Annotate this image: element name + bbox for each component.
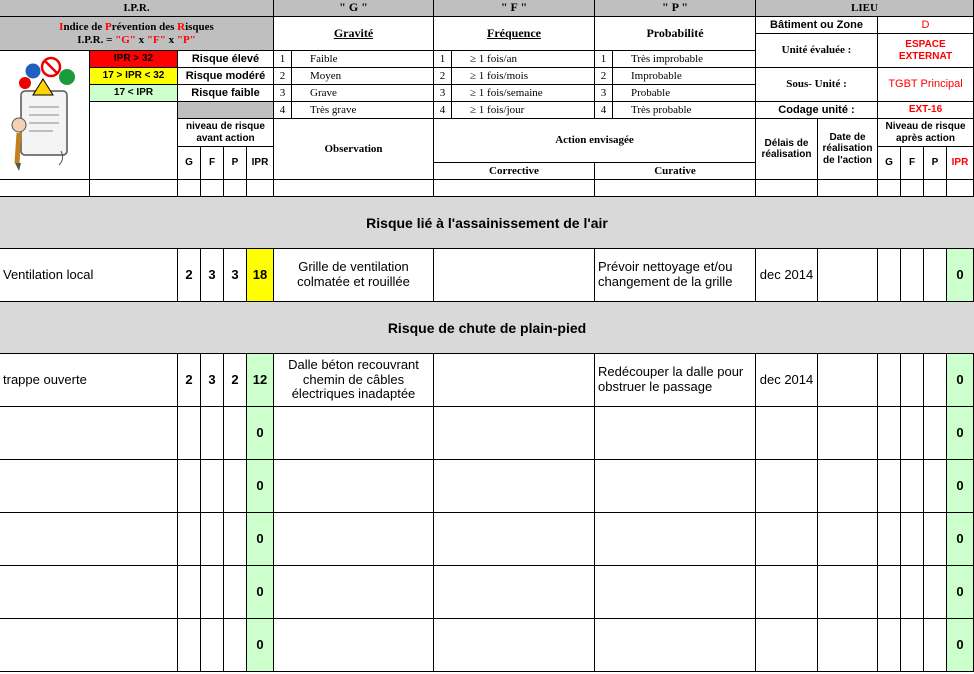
corrective-cell[interactable] bbox=[434, 249, 595, 302]
p-value[interactable]: 2 bbox=[224, 354, 247, 407]
delais-cell[interactable] bbox=[756, 619, 818, 672]
risk-name[interactable] bbox=[0, 513, 178, 566]
legend-range-low[interactable]: 17 < IPR bbox=[90, 85, 178, 102]
delais-cell[interactable] bbox=[756, 407, 818, 460]
f-value[interactable] bbox=[201, 460, 224, 513]
curative-cell[interactable] bbox=[595, 513, 756, 566]
spacer-cell[interactable] bbox=[201, 180, 224, 197]
g-quote[interactable]: " G " bbox=[274, 0, 434, 17]
corrective-cell[interactable] bbox=[434, 566, 595, 619]
p-scale-label[interactable]: Probable bbox=[613, 85, 756, 102]
g-after-cell[interactable] bbox=[878, 566, 901, 619]
ipr-value[interactable]: 0 bbox=[247, 566, 274, 619]
spacer-cell[interactable] bbox=[756, 180, 818, 197]
empty-cell[interactable] bbox=[178, 102, 274, 119]
safety-illustration-icon bbox=[3, 53, 87, 177]
curative-cell[interactable]: Redécouper la dalle pour obstruer le passage bbox=[595, 354, 756, 407]
f-quote[interactable]: " F " bbox=[434, 0, 595, 17]
curative-header[interactable]: Curative bbox=[595, 163, 756, 180]
ipr-value[interactable]: 18 bbox=[247, 249, 274, 302]
spacer-cell[interactable] bbox=[818, 180, 878, 197]
p-value[interactable] bbox=[224, 460, 247, 513]
delais-cell[interactable] bbox=[756, 513, 818, 566]
spacer-cell[interactable] bbox=[947, 180, 974, 197]
date-cell[interactable] bbox=[818, 513, 878, 566]
p-value[interactable] bbox=[224, 513, 247, 566]
p-scale-label[interactable]: Très improbable bbox=[613, 51, 756, 68]
date-cell[interactable] bbox=[818, 619, 878, 672]
corrective-cell[interactable] bbox=[434, 619, 595, 672]
f-after-cell[interactable] bbox=[901, 354, 924, 407]
corrective-header[interactable]: Corrective bbox=[434, 163, 595, 180]
batiment-label[interactable]: Bâtiment ou Zone bbox=[756, 17, 878, 34]
observation-cell[interactable]: Dalle béton recouvrant chemin de câbles électriques inadaptée bbox=[274, 354, 434, 407]
empty-cell[interactable] bbox=[90, 102, 178, 180]
g-value[interactable] bbox=[178, 566, 201, 619]
corrective-cell[interactable] bbox=[434, 354, 595, 407]
g-scale-label[interactable]: Faible bbox=[292, 51, 434, 68]
p-scale-num[interactable]: 2 bbox=[595, 68, 613, 85]
g-title[interactable]: Gravité bbox=[274, 17, 434, 51]
p-scale-num[interactable]: 3 bbox=[595, 85, 613, 102]
delais-cell[interactable]: dec 2014 bbox=[756, 249, 818, 302]
p-after-cell[interactable] bbox=[924, 249, 947, 302]
safety-logo bbox=[0, 51, 90, 180]
lieu-title[interactable]: LIEU bbox=[756, 0, 974, 17]
f-value[interactable] bbox=[201, 407, 224, 460]
g-value[interactable] bbox=[178, 619, 201, 672]
f-title[interactable]: Fréquence bbox=[434, 17, 595, 51]
p-value[interactable] bbox=[224, 566, 247, 619]
spacer-cell[interactable] bbox=[274, 180, 434, 197]
risk-name[interactable] bbox=[0, 619, 178, 672]
ipr-title[interactable]: I.P.R. bbox=[0, 0, 274, 17]
curative-cell[interactable] bbox=[595, 619, 756, 672]
g-after-cell[interactable] bbox=[878, 407, 901, 460]
observation-cell[interactable] bbox=[274, 460, 434, 513]
g-scale-label[interactable]: Très grave bbox=[292, 102, 434, 119]
f-scale-label[interactable]: ≥ 1 fois/jour bbox=[452, 102, 595, 119]
f-scale-num[interactable]: 3 bbox=[434, 85, 452, 102]
ipr-value[interactable]: 0 bbox=[247, 619, 274, 672]
niveau-avant-header[interactable]: niveau de risque avant action bbox=[178, 119, 274, 147]
spacer-cell[interactable] bbox=[224, 180, 247, 197]
ipr-after-value[interactable]: 0 bbox=[947, 249, 974, 302]
g-scale-num[interactable]: 3 bbox=[274, 85, 292, 102]
section-header[interactable]: Risque lié à l'assainissement de l'air bbox=[0, 197, 974, 249]
f-scale-label[interactable]: ≥ 1 fois/mois bbox=[452, 68, 595, 85]
observation-cell[interactable] bbox=[274, 566, 434, 619]
batiment-value[interactable]: D bbox=[878, 17, 974, 34]
spacer-cell[interactable] bbox=[247, 180, 274, 197]
col-p-after-header[interactable]: P bbox=[924, 147, 947, 180]
ipr-after-value[interactable]: 0 bbox=[947, 354, 974, 407]
g-scale-label[interactable]: Grave bbox=[292, 85, 434, 102]
g-value[interactable]: 2 bbox=[178, 354, 201, 407]
p-after-cell[interactable] bbox=[924, 513, 947, 566]
date-cell[interactable] bbox=[818, 354, 878, 407]
ipr-formula: I.P.R. = "G" x "F" x "P" bbox=[77, 33, 196, 46]
ipr-definition[interactable] bbox=[0, 17, 274, 51]
g-scale-num[interactable]: 1 bbox=[274, 51, 292, 68]
col-g-after-header[interactable]: G bbox=[878, 147, 901, 180]
ipr-fullname: Indice de Prévention des Risques bbox=[59, 20, 214, 33]
col-ipr-header[interactable]: IPR bbox=[247, 147, 274, 180]
p-value[interactable] bbox=[224, 407, 247, 460]
spacer-cell[interactable] bbox=[434, 180, 595, 197]
ipr-after-value[interactable]: 0 bbox=[947, 460, 974, 513]
g-scale-num[interactable]: 4 bbox=[274, 102, 292, 119]
g-scale-num[interactable]: 2 bbox=[274, 68, 292, 85]
observation-cell[interactable] bbox=[274, 619, 434, 672]
f-value[interactable]: 3 bbox=[201, 249, 224, 302]
date-cell[interactable] bbox=[818, 566, 878, 619]
g-after-cell[interactable] bbox=[878, 249, 901, 302]
ipr-value[interactable]: 12 bbox=[247, 354, 274, 407]
ipr-after-value[interactable]: 0 bbox=[947, 619, 974, 672]
f-after-cell[interactable] bbox=[901, 407, 924, 460]
f-after-cell[interactable] bbox=[901, 513, 924, 566]
p-scale-label[interactable]: Très probable bbox=[613, 102, 756, 119]
unite-value[interactable]: ESPACE EXTERNAT bbox=[878, 34, 974, 68]
observation-cell[interactable] bbox=[274, 407, 434, 460]
g-after-cell[interactable] bbox=[878, 619, 901, 672]
f-scale-num[interactable]: 2 bbox=[434, 68, 452, 85]
sous-unite-label[interactable]: Sous- Unité : bbox=[756, 68, 878, 102]
delais-cell[interactable]: dec 2014 bbox=[756, 354, 818, 407]
f-after-cell[interactable] bbox=[901, 619, 924, 672]
f-value[interactable] bbox=[201, 566, 224, 619]
g-after-cell[interactable] bbox=[878, 354, 901, 407]
curative-cell[interactable]: Prévoir nettoyage et/ou changement de la grille bbox=[595, 249, 756, 302]
f-value[interactable] bbox=[201, 619, 224, 672]
g-value[interactable] bbox=[178, 460, 201, 513]
codage-value[interactable]: EXT-16 bbox=[878, 102, 974, 119]
legend-range-high[interactable]: IPR > 32 bbox=[90, 51, 178, 68]
p-quote[interactable]: " P " bbox=[595, 0, 756, 17]
g-after-cell[interactable] bbox=[878, 513, 901, 566]
corrective-cell[interactable] bbox=[434, 407, 595, 460]
spacer-cell[interactable] bbox=[90, 180, 178, 197]
f-after-cell[interactable] bbox=[901, 460, 924, 513]
ipr-after-value[interactable]: 0 bbox=[947, 566, 974, 619]
curative-cell[interactable] bbox=[595, 460, 756, 513]
col-p-header[interactable]: P bbox=[224, 147, 247, 180]
spacer-cell[interactable] bbox=[0, 180, 90, 197]
p-value[interactable] bbox=[224, 619, 247, 672]
g-value[interactable]: 2 bbox=[178, 249, 201, 302]
niveau-apres-header[interactable]: Niveau de risque après action bbox=[878, 119, 974, 147]
date-header[interactable]: Date de réalisation de l'action bbox=[818, 119, 878, 180]
action-header[interactable]: Action envisagée bbox=[434, 119, 756, 163]
legend-label-medium[interactable]: Risque modéré bbox=[178, 68, 274, 85]
col-g-header[interactable]: G bbox=[178, 147, 201, 180]
date-cell[interactable] bbox=[818, 249, 878, 302]
p-after-cell[interactable] bbox=[924, 407, 947, 460]
g-after-cell[interactable] bbox=[878, 460, 901, 513]
codage-label[interactable]: Codage unité : bbox=[756, 102, 878, 119]
spacer-cell[interactable] bbox=[901, 180, 924, 197]
ipr-value[interactable]: 0 bbox=[247, 513, 274, 566]
ipr-value[interactable]: 0 bbox=[247, 460, 274, 513]
p-after-cell[interactable] bbox=[924, 460, 947, 513]
ipr-after-value[interactable]: 0 bbox=[947, 407, 974, 460]
g-value[interactable] bbox=[178, 513, 201, 566]
g-value[interactable] bbox=[178, 407, 201, 460]
legend-label-high[interactable]: Risque élevé bbox=[178, 51, 274, 68]
delais-cell[interactable] bbox=[756, 566, 818, 619]
risk-name[interactable] bbox=[0, 407, 178, 460]
legend-range-medium[interactable]: 17 > IPR < 32 bbox=[90, 68, 178, 85]
f-scale-num[interactable]: 1 bbox=[434, 51, 452, 68]
p-scale-label[interactable]: Improbable bbox=[613, 68, 756, 85]
risk-name[interactable] bbox=[0, 566, 178, 619]
ipr-after-value[interactable]: 0 bbox=[947, 513, 974, 566]
p-value[interactable]: 3 bbox=[224, 249, 247, 302]
risk-name[interactable] bbox=[0, 460, 178, 513]
observation-cell[interactable] bbox=[274, 513, 434, 566]
date-cell[interactable] bbox=[818, 460, 878, 513]
sous-unite-value[interactable]: TGBT Principal bbox=[878, 68, 974, 102]
f-scale-label[interactable]: ≥ 1 fois/an bbox=[452, 51, 595, 68]
curative-cell[interactable] bbox=[595, 566, 756, 619]
g-scale-label[interactable]: Moyen bbox=[292, 68, 434, 85]
p-scale-num[interactable]: 1 bbox=[595, 51, 613, 68]
spacer-cell[interactable] bbox=[924, 180, 947, 197]
f-scale-num[interactable]: 4 bbox=[434, 102, 452, 119]
curative-cell[interactable] bbox=[595, 407, 756, 460]
p-title[interactable]: Probabilité bbox=[595, 17, 756, 51]
unite-label[interactable]: Unité évaluée : bbox=[756, 34, 878, 68]
risk-name[interactable]: Ventilation local bbox=[0, 249, 178, 302]
spacer-cell[interactable] bbox=[878, 180, 901, 197]
col-f-header[interactable]: F bbox=[201, 147, 224, 180]
section-header[interactable]: Risque de chute de plain-pied bbox=[0, 302, 974, 354]
corrective-cell[interactable] bbox=[434, 513, 595, 566]
f-value[interactable] bbox=[201, 513, 224, 566]
p-after-cell[interactable] bbox=[924, 354, 947, 407]
risk-name[interactable]: trappe ouverte bbox=[0, 354, 178, 407]
date-cell[interactable] bbox=[818, 407, 878, 460]
ipr-value[interactable]: 0 bbox=[247, 407, 274, 460]
observation-header[interactable]: Observation bbox=[274, 119, 434, 180]
spacer-cell[interactable] bbox=[595, 180, 756, 197]
col-f-after-header[interactable]: F bbox=[901, 147, 924, 180]
p-after-cell[interactable] bbox=[924, 619, 947, 672]
legend-label-low[interactable]: Risque faible bbox=[178, 85, 274, 102]
delais-header[interactable]: Délais de réalisation bbox=[756, 119, 818, 180]
spacer-cell[interactable] bbox=[178, 180, 201, 197]
f-scale-label[interactable]: ≥ 1 fois/semaine bbox=[452, 85, 595, 102]
observation-cell[interactable]: Grille de ventilation colmatée et rouillée bbox=[274, 249, 434, 302]
f-value[interactable]: 3 bbox=[201, 354, 224, 407]
col-ipr-after-header[interactable]: IPR bbox=[947, 147, 974, 180]
p-after-cell[interactable] bbox=[924, 566, 947, 619]
p-scale-num[interactable]: 4 bbox=[595, 102, 613, 119]
corrective-cell[interactable] bbox=[434, 460, 595, 513]
delais-cell[interactable] bbox=[756, 460, 818, 513]
f-after-cell[interactable] bbox=[901, 566, 924, 619]
f-after-cell[interactable] bbox=[901, 249, 924, 302]
